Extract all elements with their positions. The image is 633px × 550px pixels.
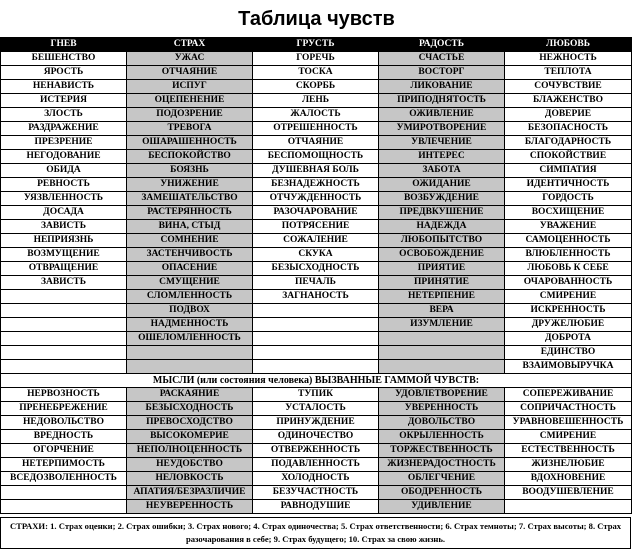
table-cell: НЕПРИЯЗНЬ: [1, 234, 127, 248]
table-cell: УНИЖЕНИЕ: [127, 178, 253, 192]
table-cell: НЕТЕРПИМОСТЬ: [1, 458, 127, 472]
feelings-row: [1, 332, 632, 346]
section-title: МЫСЛИ (или состояния человека) ВЫЗВАННЫЕ ГАММОЙ ЧУВСТВ:: [1, 374, 632, 388]
table-cell: ПРИПОДНЯТОСТЬ: [379, 94, 505, 108]
table-cell: БЕШЕНСТВО: [1, 52, 127, 66]
table-cell: ЛИКОВАНИЕ: [379, 80, 505, 94]
table-cell: СОПЕРЕЖИВАНИЕ: [505, 388, 632, 402]
table-cell: ИДЕНТИЧНОСТЬ: [505, 178, 632, 192]
table-cell: БОЯЗНЬ: [127, 164, 253, 178]
table-cell: СОЖАЛЕНИЕ: [253, 234, 379, 248]
table-cell: УСТАЛОСТЬ: [253, 402, 379, 416]
table-cell: ЖИЗНЕЛЮБИЕ: [505, 458, 632, 472]
table-cell: ГОРЕЧЬ: [253, 52, 379, 66]
table-cell: [127, 360, 253, 374]
table-cell: СОМНЕНИЕ: [127, 234, 253, 248]
table-cell: ВЫСОКОМЕРИЕ: [127, 430, 253, 444]
table-cell: БЕЗЫСХОДНОСТЬ: [127, 402, 253, 416]
header-anger: ГНЕВ: [1, 38, 127, 52]
table-cell: [1, 346, 127, 360]
table-cell: УМИРОТВОРЕНИЕ: [379, 122, 505, 136]
table-cell: ВРЕДНОСТЬ: [1, 430, 127, 444]
table-cell: ОГОРЧЕНИЕ: [1, 444, 127, 458]
table-cell: [1, 500, 127, 514]
table-cell: ИСКРЕННОСТЬ: [505, 304, 632, 318]
table-cell: СОПРИЧАСТНОСТЬ: [505, 402, 632, 416]
table-cell: ПРЕДВКУШЕНИЕ: [379, 206, 505, 220]
feelings-row: [1, 318, 632, 332]
table-cell: НЕЛОВКОСТЬ: [127, 472, 253, 486]
feelings-row: [1, 94, 632, 108]
table-cell: ОДИНОЧЕСТВО: [253, 430, 379, 444]
table-cell: ХОЛОДНОСТЬ: [253, 472, 379, 486]
table-cell: РАВНОДУШИЕ: [253, 500, 379, 514]
table-cell: РАСТЕРЯННОСТЬ: [127, 206, 253, 220]
table-cell: ОТВРАЩЕНИЕ: [1, 262, 127, 276]
feelings-row: [1, 262, 632, 276]
table-cell: САМОЦЕННОСТЬ: [505, 234, 632, 248]
fears-footnote: СТРАХИ: 1. Страх оценки; 2. Страх ошибки; 3. Страх нового; 4. Страх одиночества; 5. Страх ответственности; 6. Страх темноты; 7. Страх высоты; 8. Страх разочарования в себе; 9. Страх будущего; 10. Страх за свою жизнь.: [0, 517, 631, 549]
table-cell: ПРЕЗРЕНИЕ: [1, 136, 127, 150]
feelings-row: [1, 192, 632, 206]
table-cell: УЖАС: [127, 52, 253, 66]
table-cell: ЛЮБОВЬ К СЕБЕ: [505, 262, 632, 276]
feelings-row: [1, 276, 632, 290]
table-cell: ОШАРАШЕННОСТЬ: [127, 136, 253, 150]
section-row: [1, 374, 632, 388]
table-cell: БЕЗЫСХОДНОСТЬ: [253, 262, 379, 276]
thoughts-row: [1, 444, 632, 458]
table-cell: ДРУЖЕЛЮБИЕ: [505, 318, 632, 332]
table-cell: СЛОМЛЕННОСТЬ: [127, 290, 253, 304]
table-cell: ОЖИВЛЕНИЕ: [379, 108, 505, 122]
table-cell: ОПАСЕНИЕ: [127, 262, 253, 276]
table-cell: ОТВЕРЖЕННОСТЬ: [253, 444, 379, 458]
table-cell: БЕЗОПАСНОСТЬ: [505, 122, 632, 136]
table-cell: ЖАЛОСТЬ: [253, 108, 379, 122]
table-cell: ДОВЕРИЕ: [505, 108, 632, 122]
table-cell: СМИРЕНИЕ: [505, 430, 632, 444]
table-cell: БЕСПОКОЙСТВО: [127, 150, 253, 164]
header-love: ЛЮБОВЬ: [505, 38, 632, 52]
table-cell: ИСТЕРИЯ: [1, 94, 127, 108]
table-cell: ПРИНУЖДЕНИЕ: [253, 416, 379, 430]
header-fear: СТРАХ: [127, 38, 253, 52]
table-cell: ИНТЕРЕС: [379, 150, 505, 164]
feelings-row: [1, 290, 632, 304]
table-cell: ВОСХИЩЕНИЕ: [505, 206, 632, 220]
feelings-row: [1, 178, 632, 192]
page-title: Таблица чувств: [238, 8, 395, 30]
table-cell: ВДОХНОВЕНИЕ: [505, 472, 632, 486]
thoughts-row: [1, 500, 632, 514]
feelings-row: [1, 108, 632, 122]
table-cell: СКОРБЬ: [253, 80, 379, 94]
table-cell: ВОЗБУЖДЕНИЕ: [379, 192, 505, 206]
table-cell: ИЗУМЛЕНИЕ: [379, 318, 505, 332]
table-cell: [1, 360, 127, 374]
table-cell: ВЗАИМОВЫРУЧКА: [505, 360, 632, 374]
table-cell: ЛЕНЬ: [253, 94, 379, 108]
table-cell: ОСВОБОЖДЕНИЕ: [379, 248, 505, 262]
feelings-row: [1, 304, 632, 318]
table-cell: БЕСПОМОЩНОСТЬ: [253, 150, 379, 164]
table-cell: ОЦЕПЕНЕНИЕ: [127, 94, 253, 108]
table-cell: СМИРЕНИЕ: [505, 290, 632, 304]
table-cell: НЕТЕРПЕНИЕ: [379, 290, 505, 304]
table-cell: ВОСТОРГ: [379, 66, 505, 80]
table-cell: ПОТРЯСЕНИЕ: [253, 220, 379, 234]
table-cell: [253, 318, 379, 332]
thoughts-row: [1, 430, 632, 444]
table-cell: ТРЕВОГА: [127, 122, 253, 136]
table-cell: ОБИДА: [1, 164, 127, 178]
header-joy: РАДОСТЬ: [379, 38, 505, 52]
table-cell: ДОСАДА: [1, 206, 127, 220]
feelings-row: [1, 164, 632, 178]
table-cell: ОКРЫЛЕННОСТЬ: [379, 430, 505, 444]
table-cell: СПОКОЙСТВИЕ: [505, 150, 632, 164]
table-cell: [1, 332, 127, 346]
table-cell: НЕУДОБСТВО: [127, 458, 253, 472]
table-cell: НАДМЕННОСТЬ: [127, 318, 253, 332]
table-cell: ПРЕВОСХОДСТВО: [127, 416, 253, 430]
table-cell: [379, 346, 505, 360]
table-cell: БЕЗУЧАСТНОСТЬ: [253, 486, 379, 500]
table-cell: [1, 304, 127, 318]
header-sadness: ГРУСТЬ: [253, 38, 379, 52]
feelings-row: [1, 150, 632, 164]
feelings-row: [1, 52, 632, 66]
table-cell: ГОРДОСТЬ: [505, 192, 632, 206]
table-cell: ЗЛОСТЬ: [1, 108, 127, 122]
table-cell: [253, 304, 379, 318]
table-cell: [253, 360, 379, 374]
table-cell: [253, 346, 379, 360]
table-cell: [379, 332, 505, 346]
table-cell: [1, 318, 127, 332]
feelings-row: [1, 248, 632, 262]
table-cell: ПРЕНЕБРЕЖЕНИЕ: [1, 402, 127, 416]
table-cell: ЗАМЕШАТЕЛЬСТВО: [127, 192, 253, 206]
table-cell: ЗАВИСТЬ: [1, 276, 127, 290]
table-cell: СОЧУВСТВИЕ: [505, 80, 632, 94]
table-cell: ИСПУГ: [127, 80, 253, 94]
table-cell: ПРИЯТИЕ: [379, 262, 505, 276]
table-cell: НЕУВЕРЕННОСТЬ: [127, 500, 253, 514]
table-cell: НЕЖНОСТЬ: [505, 52, 632, 66]
table-cell: ЖИЗНЕРАДОСТНОСТЬ: [379, 458, 505, 472]
table-cell: ПОДАВЛЕННОСТЬ: [253, 458, 379, 472]
table-cell: ОТЧАЯНИЕ: [253, 136, 379, 150]
table-cell: НЕПОЛНОЦЕННОСТЬ: [127, 444, 253, 458]
thoughts-row: [1, 388, 632, 402]
table-cell: ОБЛЕГЧЕНИЕ: [379, 472, 505, 486]
table-cell: ПОДВОХ: [127, 304, 253, 318]
header-row: [1, 38, 632, 52]
table-cell: ВООДУШЕВЛЕНИЕ: [505, 486, 632, 500]
table-cell: ВОЗМУЩЕНИЕ: [1, 248, 127, 262]
table-cell: НАДЕЖДА: [379, 220, 505, 234]
table-cell: ТОСКА: [253, 66, 379, 80]
table-cell: БЛАГОДАРНОСТЬ: [505, 136, 632, 150]
feelings-body: [1, 52, 632, 374]
table-cell: ЗАБОТА: [379, 164, 505, 178]
thoughts-body: [1, 388, 632, 514]
feelings-table: [0, 37, 632, 514]
table-cell: УЯЗВЛЕННОСТЬ: [1, 192, 127, 206]
feelings-row: [1, 220, 632, 234]
table-cell: ОЖИДАНИЕ: [379, 178, 505, 192]
table-cell: ЗАВИСТЬ: [1, 220, 127, 234]
table-cell: БЕЗНАДЕЖНОСТЬ: [253, 178, 379, 192]
thoughts-row: [1, 472, 632, 486]
table-cell: УВЛЕЧЕНИЕ: [379, 136, 505, 150]
table-cell: [1, 290, 127, 304]
table-cell: РАЗОЧАРОВАНИЕ: [253, 206, 379, 220]
table-cell: ТОРЖЕСТВЕННОСТЬ: [379, 444, 505, 458]
table-cell: ПЕЧАЛЬ: [253, 276, 379, 290]
table-cell: НЕГОДОВАНИЕ: [1, 150, 127, 164]
table-cell: [253, 332, 379, 346]
table-cell: [379, 360, 505, 374]
table-cell: НЕДОВОЛЬСТВО: [1, 416, 127, 430]
table-cell: [127, 346, 253, 360]
table-cell: УДОВЛЕТВОРЕНИЕ: [379, 388, 505, 402]
table-cell: УРАВНОВЕШЕННОСТЬ: [505, 416, 632, 430]
table-cell: СЧАСТЬЕ: [379, 52, 505, 66]
table-cell: [505, 500, 632, 514]
table-cell: СМУЩЕНИЕ: [127, 276, 253, 290]
table-cell: ВИНА, СТЫД: [127, 220, 253, 234]
table-cell: ОБОДРЕННОСТЬ: [379, 486, 505, 500]
feelings-row: [1, 136, 632, 150]
table-cell: ЕДИНСТВО: [505, 346, 632, 360]
thoughts-row: [1, 416, 632, 430]
table-cell: ОШЕЛОМЛЕННОСТЬ: [127, 332, 253, 346]
table-cell: ДУШЕВНАЯ БОЛЬ: [253, 164, 379, 178]
table-cell: ДОВОЛЬСТВО: [379, 416, 505, 430]
table-cell: ДОБРОТА: [505, 332, 632, 346]
thoughts-row: [1, 486, 632, 500]
table-cell: ВЕРА: [379, 304, 505, 318]
thoughts-row: [1, 458, 632, 472]
table-cell: ЕСТЕСТВЕННОСТЬ: [505, 444, 632, 458]
table-cell: УВАЖЕНИЕ: [505, 220, 632, 234]
table-cell: ВЛЮБЛЕННОСТЬ: [505, 248, 632, 262]
table-cell: ЗАСТЕНЧИВОСТЬ: [127, 248, 253, 262]
table-cell: РАЗДРАЖЕНИЕ: [1, 122, 127, 136]
table-cell: АПАТИЯ/БЕЗРАЗЛИЧИЕ: [127, 486, 253, 500]
table-cell: ПРИНЯТИЕ: [379, 276, 505, 290]
table-cell: ТУПИК: [253, 388, 379, 402]
table-cell: РАСКАЯНИЕ: [127, 388, 253, 402]
table-cell: НЕРВОЗНОСТЬ: [1, 388, 127, 402]
table-cell: ТЕПЛОТА: [505, 66, 632, 80]
table-cell: ОТЧАЯНИЕ: [127, 66, 253, 80]
table-cell: ЗАГНАНОСТЬ: [253, 290, 379, 304]
table-cell: ПОДОЗРЕНИЕ: [127, 108, 253, 122]
table-cell: УВЕРЕННОСТЬ: [379, 402, 505, 416]
feelings-row: [1, 234, 632, 248]
table-cell: ЯРОСТЬ: [1, 66, 127, 80]
table-cell: БЛАЖЕНСТВО: [505, 94, 632, 108]
feelings-row: [1, 122, 632, 136]
feelings-row: [1, 346, 632, 360]
table-cell: ОЧАРОВАННОСТЬ: [505, 276, 632, 290]
table-cell: НЕНАВИСТЬ: [1, 80, 127, 94]
table-cell: РЕВНОСТЬ: [1, 178, 127, 192]
feelings-row: [1, 206, 632, 220]
table-cell: СИМПАТИЯ: [505, 164, 632, 178]
feelings-row: [1, 80, 632, 94]
table-cell: ЛЮБОПЫТСТВО: [379, 234, 505, 248]
table-cell: УДИВЛЕНИЕ: [379, 500, 505, 514]
table-cell: ВСЕДОЗВОЛЕННОСТЬ: [1, 472, 127, 486]
feelings-row: [1, 360, 632, 374]
thoughts-row: [1, 402, 632, 416]
feelings-row: [1, 66, 632, 80]
table-cell: [1, 486, 127, 500]
table-cell: СКУКА: [253, 248, 379, 262]
table-cell: ОТЧУЖДЕННОСТЬ: [253, 192, 379, 206]
table-cell: ОТРЕШЕННОСТЬ: [253, 122, 379, 136]
